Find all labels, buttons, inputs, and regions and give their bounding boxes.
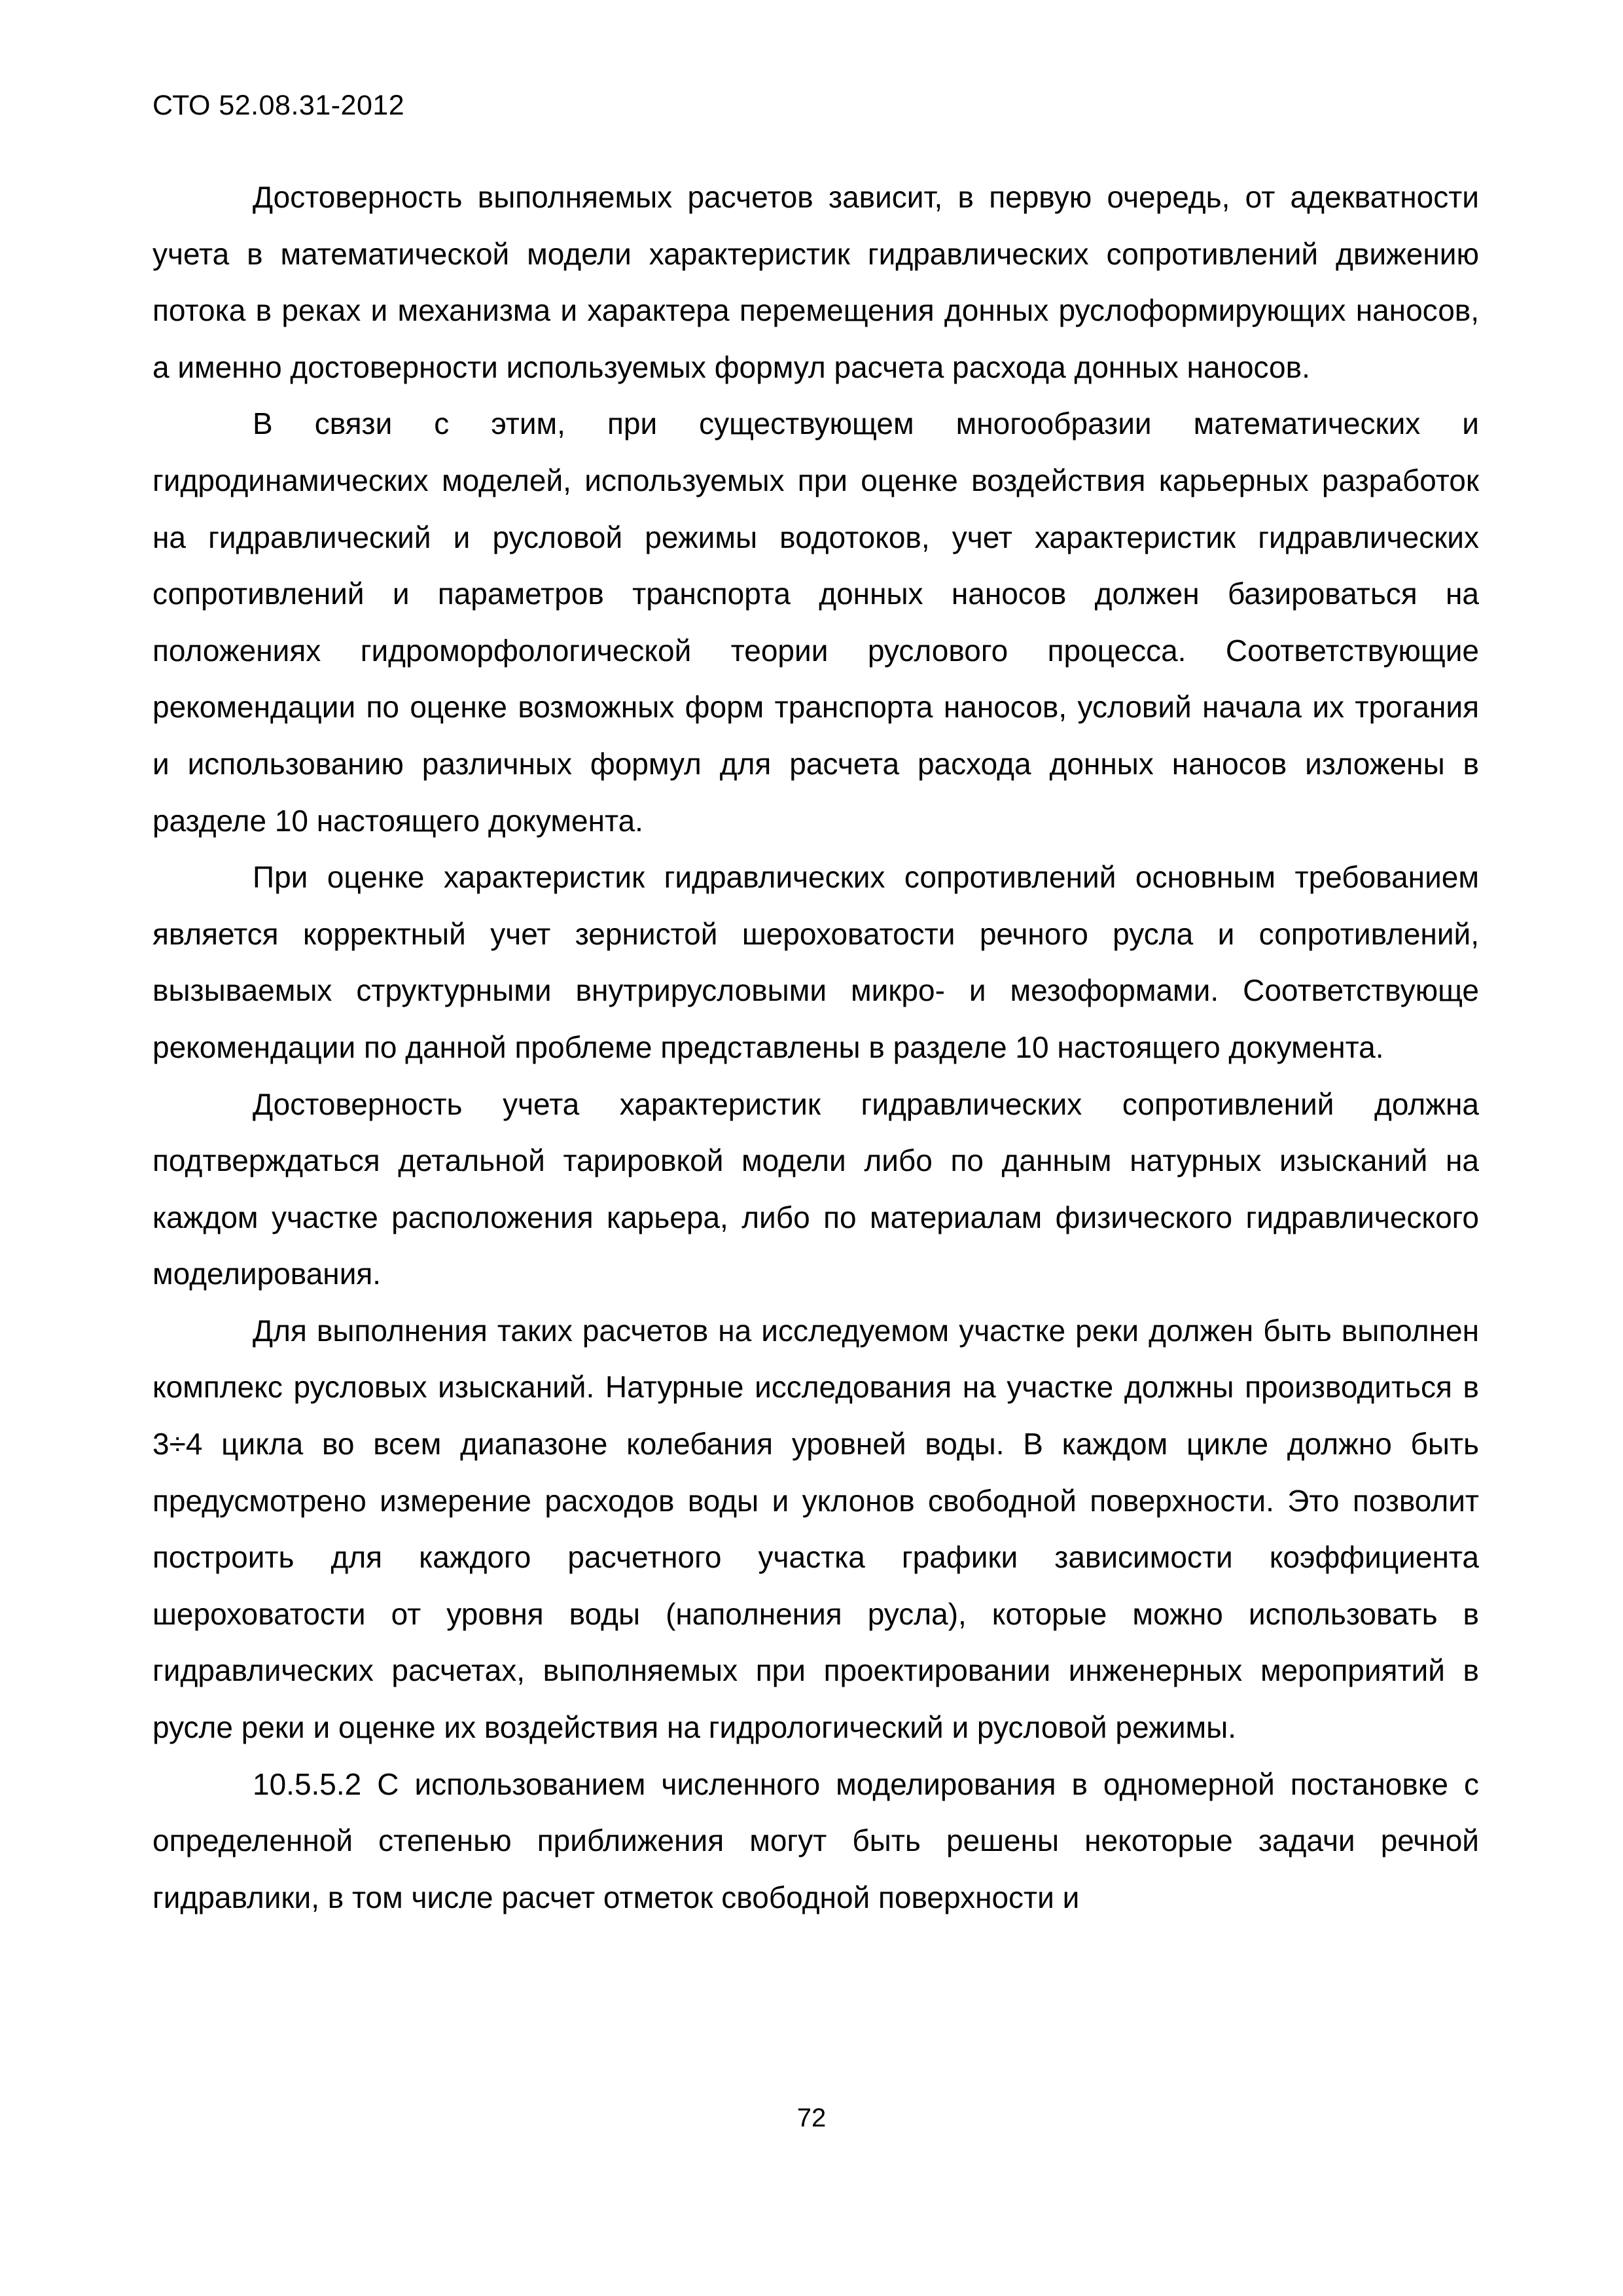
document-code-header: СТО 52.08.31-2012	[152, 90, 405, 121]
paragraph-5: Для выполнения таких расчетов на исследуемом участке реки должен быть выполнен комплекс русловых изысканий. Натурные исследования на участке должны производиться в 3÷4 цикла во всем диапазоне колебания уровней воды. В каждом цикле должно быть предусмотрено измерение расходов воды и уклонов свободной поверхности. Это позволит построить для каждого расчетного участка графики зависимости коэффициента шероховатости от уровня воды (наполнения русла), которые можно использовать в гидравлических расчетах, выполняемых при проектировании инженерных мероприятий в русле реки и оценке их воздействия на гидрологический и русловой режимы.	[152, 1313, 1479, 1745]
paragraph-2: В связи с этим, при существующем многообразии математических и гидродинамических моделей, используемых при оценке воздействия карьерных разработок на гидравлический и русловой режимы водотоков, учет характеристик гидравлических сопротивлений и параметров транспорта донных наносов должен базироваться на положениях гидроморфологической теории руслового процесса. Соответствующие рекомендации по оценке возможных форм транспорта наносов, условий начала их трогания и использованию различных формул для расчета расхода донных наносов изложены в разделе 10 настоящего документа.	[152, 406, 1479, 838]
paragraph-6: 10.5.5.2 С использованием численного моделирования в одномерной постановке с определенной степенью приближения могут быть решены некоторые задачи речной гидравлики, в том числе расчет отметок свободной поверхности и	[152, 1767, 1479, 1914]
paragraph-1: Достоверность выполняемых расчетов зависит, в первую очередь, от адекватности учета в математической модели характеристик гидравлических сопротивлений движению потока в реках и механизма и характера перемещения донных руслоформирующих наносов, а именно достоверности используемых формул расчета расхода донных наносов.	[152, 180, 1479, 384]
page-number: 72	[796, 2104, 827, 2132]
paragraph-4: Достоверность учета характеристик гидравлических сопротивлений должна подтверждаться детальной тарировкой модели либо по данным натурных изысканий на каждом участке расположения карьера, либо по материалам физического гидравлического моделирования.	[152, 1086, 1479, 1291]
body-text	[152, 169, 1479, 1926]
paragraph-3: При оценке характеристик гидравлических сопротивлений основным требованием является корректный учет зернистой шероховатости речного русла и сопротивлений, вызываемых структурными внутрирусловыми микро- и мезоформами. Соответствующе рекомендации по данной проблеме представлены в разделе 10 настоящего документа.	[152, 860, 1479, 1064]
